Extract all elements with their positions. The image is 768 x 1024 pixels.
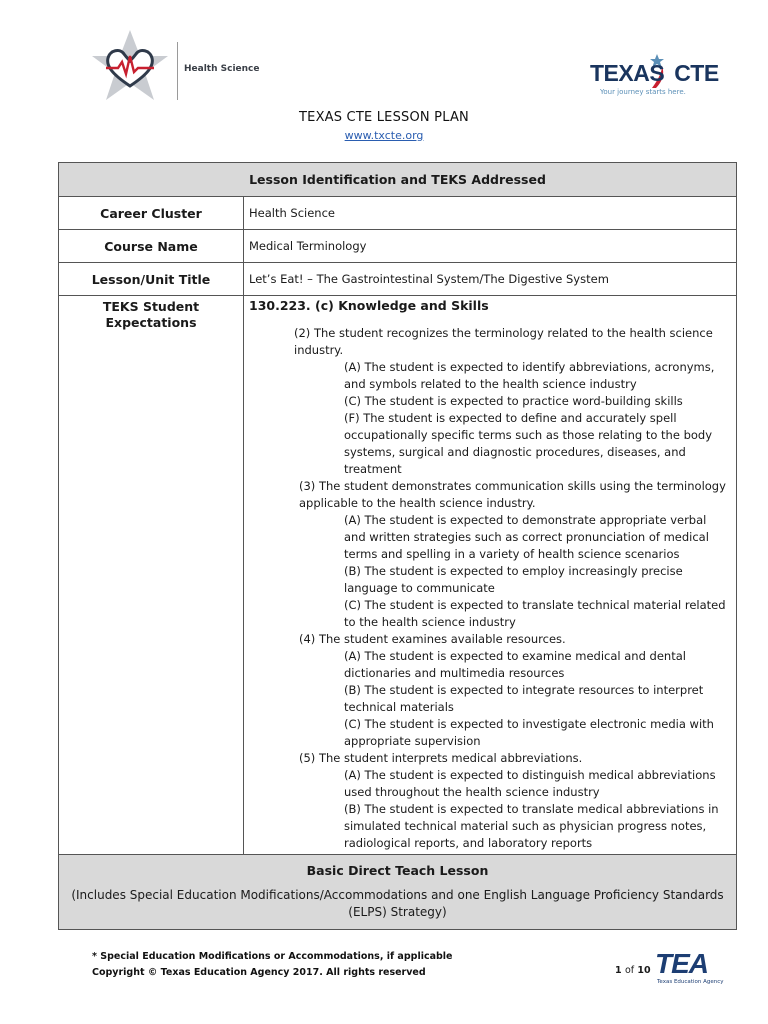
basic-direct-teach-subtitle: (Includes Special Education Modifications/Accommodations and one English Language Proficiency Standards (ELPS) Strategy) — [71, 888, 724, 919]
teks-line: (B) The student is expected to employ increasingly precise language to communicate — [344, 564, 683, 595]
teks-content — [244, 296, 737, 855]
tea-subtitle: Texas Education Agency — [657, 979, 724, 985]
tea-wordmark: TEA — [655, 948, 708, 979]
teks-line: (F) The student is expected to define and accurately spell occupationally specific terms such as those relating to the body systems, surgical and diagnostic procedures, diseases, and treatment — [344, 411, 713, 476]
brand-wordmark — [590, 60, 719, 87]
page-current: 1 — [615, 965, 622, 976]
table-row — [59, 230, 737, 263]
basic-direct-teach-cell — [59, 855, 737, 930]
copyright: Copyright © Texas Education Agency 2017. All rights reserved — [92, 967, 426, 978]
brand-tagline: Your journey starts here. — [600, 88, 686, 96]
health-science-logo — [90, 28, 260, 106]
teks-line: (B) The student is expected to integrate resources to interpret technical materials — [344, 683, 704, 714]
logo-divider — [177, 42, 178, 100]
page-total: 10 — [637, 965, 651, 976]
table-row — [59, 197, 737, 230]
course-name-label: Course Name — [59, 230, 244, 263]
teks-line: (C) The student is expected to investigate electronic media with appropriate supervision — [344, 717, 714, 748]
document-title: TEXAS CTE LESSON PLAN — [299, 110, 469, 125]
lesson-table — [58, 162, 737, 930]
lesson-title-label: Lesson/Unit Title — [59, 263, 244, 296]
tea-logo — [655, 948, 725, 990]
page-number — [615, 965, 651, 976]
teks-line: (A) The student is expected to demonstrate appropriate verbal and written strategies such as correct pronunciation of medical terms and spelling in a variety of health science scenarios — [344, 513, 709, 561]
course-name-value: Medical Terminology — [244, 230, 737, 263]
footer-row — [59, 855, 737, 930]
career-cluster-value: Health Science — [244, 197, 737, 230]
teks-line: (B) The student is expected to translate medical abbreviations in simulated technical material such as physician progress notes, radiological reports, and laboratory reports — [344, 802, 719, 850]
page-footer — [92, 949, 453, 981]
teks-line: (A) The student is expected to identify abbreviations, acronyms, and symbols related to the health science industry — [344, 360, 715, 391]
teks-line: (C) The student is expected to translate technical material related to the health science industry — [344, 598, 726, 629]
teks-line: (A) The student is expected to examine medical and dental dictionaries and multimedia resources — [344, 649, 686, 680]
page-of: of — [624, 965, 635, 976]
texas-cte-logo — [590, 48, 720, 100]
basic-direct-teach-title: Basic Direct Teach Lesson — [306, 863, 489, 878]
website-link[interactable]: www.txcte.org — [344, 129, 424, 142]
sped-note: * Special Education Modifications or Accommodations, if applicable — [92, 951, 453, 962]
teks-line: (3) The student demonstrates communication skills using the terminology applicable to the health science industry. — [299, 479, 726, 510]
career-cluster-label: Career Cluster — [59, 197, 244, 230]
teks-line: (4) The student examines available resources. — [299, 632, 566, 646]
brand-texas: TEXAS — [590, 60, 665, 86]
teks-line: (5) The student interprets medical abbreviations. — [299, 751, 583, 765]
star-heart-icon — [90, 28, 176, 108]
teks-label: TEKS Student Expectations — [59, 296, 244, 855]
teks-row — [59, 296, 737, 855]
health-science-label: Health Science — [184, 64, 260, 74]
teks-line: (2) The student recognizes the terminology related to the health science industry. — [294, 326, 713, 357]
section-header: Lesson Identification and TEKS Addressed — [59, 163, 737, 197]
brand-cte: CTE — [674, 60, 719, 86]
teks-line: (C) The student is expected to practice word-building skills — [344, 394, 683, 408]
lesson-title-value: Let’s Eat! – The Gastrointestinal System/The Digestive System — [244, 263, 737, 296]
teks-line: (A) The student is expected to distinguish medical abbreviations used throughout the health science industry — [344, 768, 716, 799]
teks-title: 130.223. (c) Knowledge and Skills — [249, 298, 489, 313]
table-row — [59, 263, 737, 296]
